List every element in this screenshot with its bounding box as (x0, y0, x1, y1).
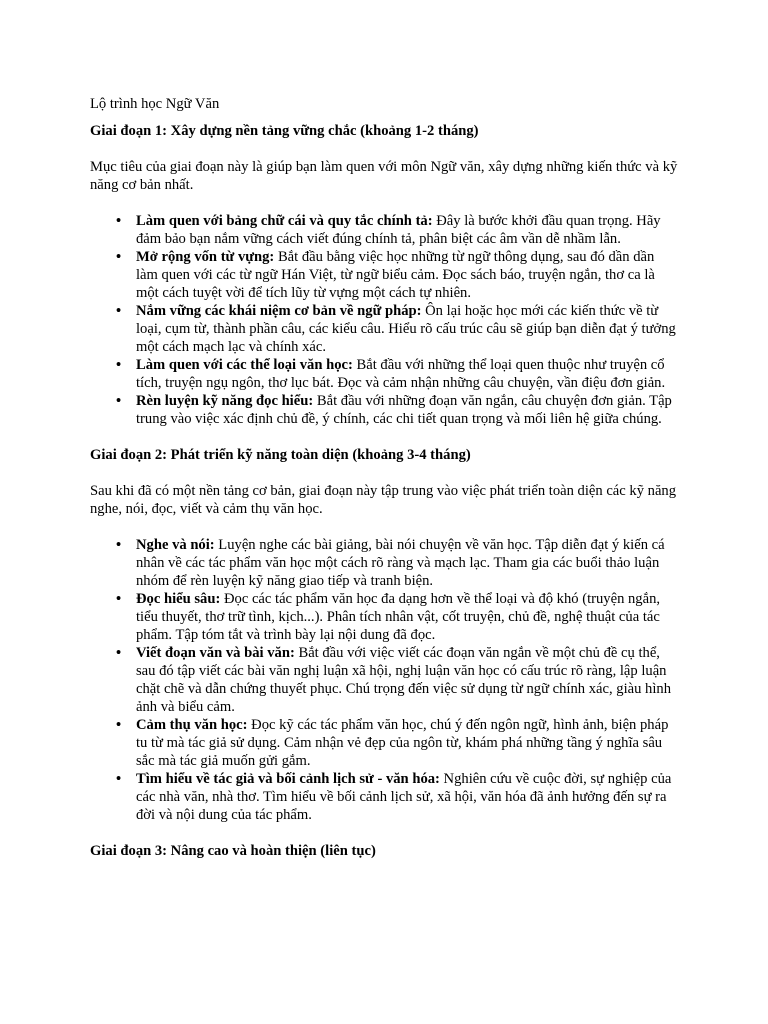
item-term: Nghe và nói: (136, 537, 215, 553)
item-term: Đọc hiểu sâu: (136, 591, 221, 607)
document-title: Lộ trình học Ngữ Văn (90, 96, 220, 112)
item-term: Làm quen với các thể loại văn học: (136, 357, 353, 373)
phase-2-list (90, 536, 678, 824)
item-text: Đây là bước khởi đầu quan trọng. Hãy đảm bảo bạn nắm vững cách viết đúng chính tả, phân biệt các âm vần dễ nhầm lẫn. (136, 213, 661, 247)
bullet-icon: • (116, 717, 122, 733)
phase-1-intro: Mục tiêu của giai đoạn này là giúp bạn làm quen với môn Ngữ văn, xây dựng những kiến thức và kỹ năng cơ bản nhất. (90, 159, 678, 193)
item-text: Bắt đầu với những đoạn văn ngắn, câu chuyện đơn giản. Tập trung vào việc xác định chủ đề, ý chính, các chi tiết quan trọng và mối liên hệ giữa chúng. (136, 393, 672, 427)
bullet-icon: • (116, 591, 122, 607)
bullet-icon: • (116, 645, 122, 661)
bullet-icon: • (116, 249, 122, 265)
list-item (116, 356, 678, 392)
list-item (116, 302, 678, 356)
list-item (116, 212, 678, 248)
phase-2-intro: Sau khi đã có một nền tảng cơ bản, giai đoạn này tập trung vào việc phát triển toàn diện các kỹ năng nghe, nói, đọc, viết và cảm thụ văn học. (90, 483, 677, 517)
bullet-icon: • (116, 537, 122, 553)
item-text: Bắt đầu với những thể loại quen thuộc như truyện cổ tích, truyện ngụ ngôn, thơ lục bát. Đọc và cảm nhận những câu chuyện, vần điệu đơn giản. (136, 357, 666, 391)
list-item (116, 716, 678, 770)
phase-1-list (90, 212, 678, 428)
item-text: Luyện nghe các bài giảng, bài nói chuyện về văn học. Tập diễn đạt ý kiến cá nhân về các tác phẩm văn học một cách rõ ràng và mạch lạc. Tham gia các buổi thảo luận nhóm để rèn luyện kỹ năng giao tiếp và tranh biện. (136, 537, 665, 589)
item-text: Bắt đầu với việc viết các đoạn văn ngắn về một chủ đề cụ thể, sau đó tập viết các bài văn nghị luận xã hội, nghị luận văn học có cấu trúc rõ ràng, lập luận chặt chẽ và dẫn chứng thuyết phục. Chú trọng đến việc sử dụng từ ngữ chính xác, giàu hình ảnh và biểu cảm. (136, 645, 671, 715)
item-text: Đọc các tác phẩm văn học đa dạng hơn về thể loại và độ khó (truyện ngắn, tiểu thuyết, thơ trữ tình, kịch...). Phân tích nhân vật, cốt truyện, chủ đề, nghệ thuật của tác phẩm. Tập tóm tắt và trình bày lại nội dung đã đọc. (136, 591, 661, 643)
bullet-icon: • (116, 771, 122, 787)
item-text: Bắt đầu bằng việc học những từ ngữ thông dụng, sau đó dần dần làm quen với các từ ngữ Hán Việt, từ ngữ biểu cảm. Đọc sách báo, truyện ngắn, thơ ca là một cách tuyệt vời để tích lũy từ vựng một cách tự nhiên. (136, 249, 655, 301)
item-term: Mở rộng vốn từ vựng: (136, 249, 275, 265)
item-term: Nắm vững các khái niệm cơ bản về ngữ pháp: (136, 303, 422, 319)
item-text: Nghiên cứu về cuộc đời, sự nghiệp của các nhà văn, nhà thơ. Tìm hiểu về bối cảnh lịch sử, xã hội, văn hóa đã ảnh hưởng đến sự ra đời và nội dung của tác phẩm. (136, 771, 672, 823)
phase-1-heading: Giai đoạn 1: Xây dựng nền tảng vững chắc (khoảng 1-2 tháng) (90, 123, 479, 139)
item-term: Rèn luyện kỹ năng đọc hiểu: (136, 393, 314, 409)
item-text: Đọc kỹ các tác phẩm văn học, chú ý đến ngôn ngữ, hình ảnh, biện pháp tu từ mà tác giả sử dụng. Cảm nhận vẻ đẹp của ngôn từ, khám phá những tầng ý nghĩa sâu sắc mà tác giả muốn gửi gắm. (136, 717, 669, 769)
bullet-icon: • (116, 213, 122, 229)
list-item (116, 770, 678, 824)
list-item (116, 644, 678, 716)
list-item (116, 590, 678, 644)
bullet-icon: • (116, 303, 122, 319)
bullet-icon: • (116, 357, 122, 373)
list-item (116, 248, 678, 302)
bullet-icon: • (116, 393, 122, 409)
phase-2-heading: Giai đoạn 2: Phát triển kỹ năng toàn diện (khoảng 3-4 tháng) (90, 447, 471, 463)
list-item (116, 392, 678, 428)
item-term: Cảm thụ văn học: (136, 717, 248, 733)
item-term: Tìm hiểu về tác giả và bối cảnh lịch sử - văn hóa: (136, 771, 440, 787)
item-text: Ôn lại hoặc học mới các kiến thức về từ loại, cụm từ, thành phần câu, các kiểu câu. Hiểu rõ cấu trúc câu sẽ giúp bạn diễn đạt ý tưởng một cách mạch lạc và chính xác. (136, 303, 676, 355)
item-term: Viết đoạn văn và bài văn: (136, 645, 295, 661)
phase-3-heading: Giai đoạn 3: Nâng cao và hoàn thiện (liên tục) (90, 843, 376, 859)
item-term: Làm quen với bảng chữ cái và quy tắc chính tả: (136, 213, 433, 229)
list-item (116, 536, 678, 590)
